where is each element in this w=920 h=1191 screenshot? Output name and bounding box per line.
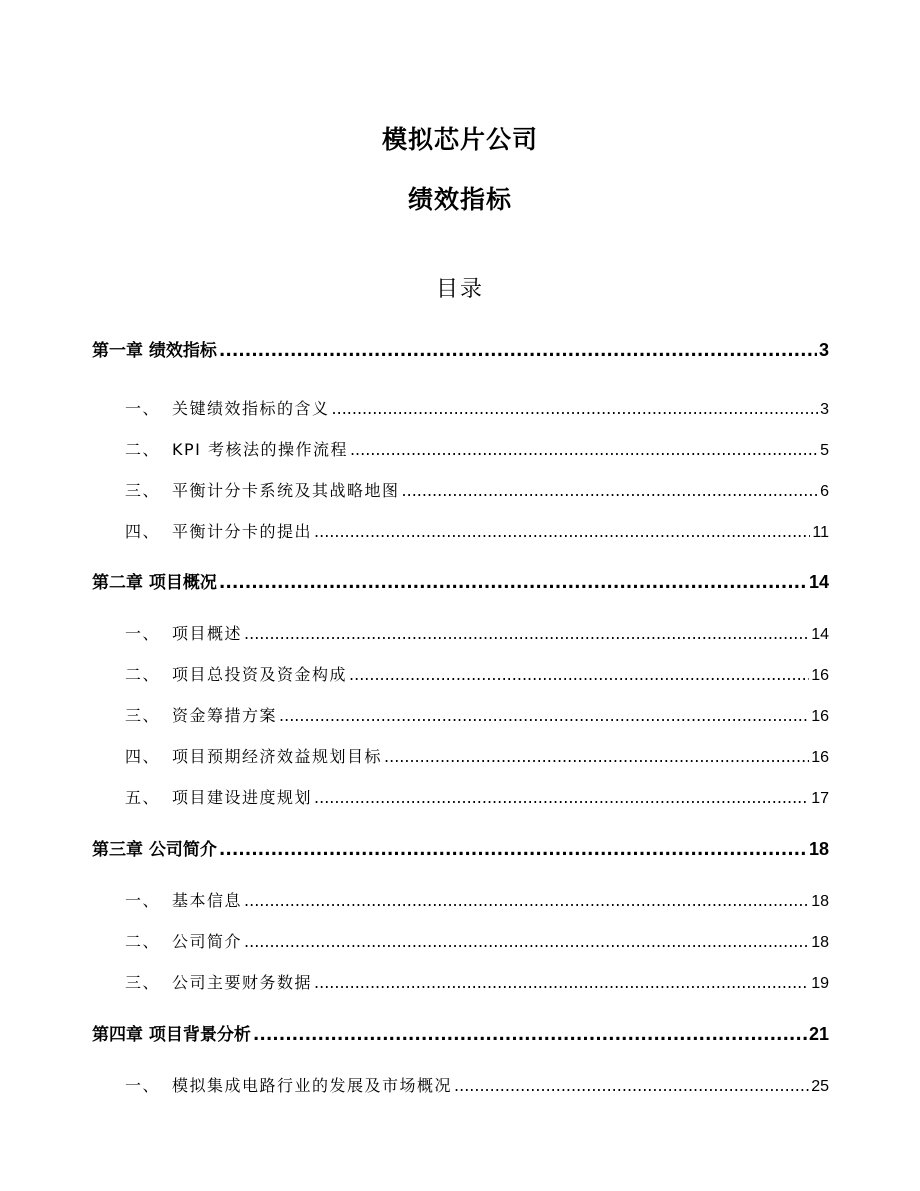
toc-leader-dots bbox=[384, 747, 809, 766]
toc-section-3-3[interactable] bbox=[92, 970, 829, 996]
toc-section-4-1[interactable] bbox=[92, 1073, 829, 1099]
toc-page-number: 25 bbox=[811, 1078, 829, 1095]
toc-page-number: 11 bbox=[812, 524, 829, 541]
toc-leader-dots bbox=[219, 573, 807, 593]
toc-entry-label bbox=[92, 478, 400, 501]
toc-section-2-5[interactable] bbox=[92, 785, 829, 811]
toc-section-title: 基本信息 bbox=[172, 891, 243, 910]
toc-leader-dots bbox=[279, 706, 809, 725]
toc-section-number: 一、 bbox=[125, 399, 161, 418]
toc-page-number: 18 bbox=[811, 934, 829, 951]
toc-leader-dots bbox=[219, 840, 807, 860]
toc-page-number: 16 bbox=[811, 749, 829, 766]
toc-page-number: 16 bbox=[811, 708, 829, 725]
toc-page-number: 14 bbox=[811, 626, 829, 643]
toc-section-number: 二、 bbox=[125, 440, 161, 459]
toc-page-number: 19 bbox=[811, 975, 829, 992]
toc-section-2-4[interactable] bbox=[92, 744, 829, 770]
toc-page-number: 3 bbox=[818, 340, 829, 360]
toc-page-number: 16 bbox=[811, 667, 829, 684]
toc-entry-label bbox=[92, 744, 382, 767]
toc-section-title: 平衡计分卡系统及其战略地图 bbox=[172, 481, 400, 500]
toc-entry-label: 第一章 绩效指标 bbox=[92, 341, 217, 361]
toc-section-number: 四、 bbox=[125, 522, 161, 541]
toc-entry-label: 第三章 公司简介 bbox=[92, 840, 217, 860]
toc-section-1-3[interactable] bbox=[92, 478, 829, 504]
toc-entry-label bbox=[92, 703, 277, 726]
toc-entry-label bbox=[92, 929, 242, 952]
toc-section-3-2[interactable] bbox=[92, 929, 829, 955]
toc-section-title: 公司简介 bbox=[172, 932, 243, 951]
toc-section-title: 平衡计分卡的提出 bbox=[172, 522, 313, 541]
toc-section-2-3[interactable] bbox=[92, 703, 829, 729]
toc-page-number: 18 bbox=[808, 839, 829, 859]
toc-chapter-3[interactable] bbox=[92, 835, 829, 861]
toc-section-1-2[interactable] bbox=[92, 437, 829, 463]
toc-section-title: 公司主要财务数据 bbox=[172, 973, 313, 992]
toc-section-number: 五、 bbox=[125, 788, 161, 807]
toc-page-number: 6 bbox=[820, 483, 829, 500]
toc-entry-label: 第二章 项目概况 bbox=[92, 573, 217, 593]
toc-page-number: 3 bbox=[820, 401, 829, 418]
toc-leader-dots bbox=[219, 341, 817, 361]
toc-leader-dots bbox=[350, 440, 818, 459]
toc-entry-label bbox=[92, 621, 242, 644]
toc-entry-label bbox=[92, 888, 242, 911]
toc-page-number: 5 bbox=[820, 442, 829, 459]
toc-section-title: 资金筹措方案 bbox=[172, 706, 278, 725]
toc-leader-dots bbox=[314, 788, 809, 807]
toc-chapter-4[interactable] bbox=[92, 1020, 829, 1046]
toc-section-number: 四、 bbox=[125, 747, 161, 766]
toc-leader-dots bbox=[349, 665, 809, 684]
toc-entry-label bbox=[92, 662, 347, 685]
toc-leader-dots bbox=[244, 891, 809, 910]
toc-section-title: 项目建设进度规划 bbox=[172, 788, 313, 807]
toc-section-2-2[interactable] bbox=[92, 662, 829, 688]
toc-section-title: KPI 考核法的操作流程 bbox=[172, 440, 348, 459]
toc-chapter-2[interactable] bbox=[92, 568, 829, 594]
toc-leader-dots bbox=[454, 1076, 809, 1095]
toc-chapter-1[interactable] bbox=[92, 336, 829, 362]
toc-section-1-4[interactable] bbox=[92, 519, 829, 545]
toc-entry-label bbox=[92, 519, 312, 542]
toc-section-number: 三、 bbox=[125, 481, 161, 500]
toc-section-number: 一、 bbox=[125, 624, 161, 643]
toc-section-2-1[interactable] bbox=[92, 621, 829, 647]
toc-section-title: 模拟集成电路行业的发展及市场概况 bbox=[172, 1076, 453, 1095]
toc-leader-dots bbox=[244, 932, 809, 951]
toc-entry-label: 第四章 项目背景分析 bbox=[92, 1025, 251, 1045]
toc-page-number: 21 bbox=[808, 1024, 829, 1044]
toc-entry-label bbox=[92, 1073, 452, 1096]
toc-page-number: 14 bbox=[808, 572, 829, 592]
toc-section-number: 一、 bbox=[125, 891, 161, 910]
toc-entry-label bbox=[92, 785, 312, 808]
document-subtitle: 绩效指标 bbox=[407, 185, 512, 214]
toc-page-number: 17 bbox=[811, 790, 829, 807]
toc-entry-label bbox=[92, 396, 330, 419]
toc-section-title: 项目概述 bbox=[172, 624, 243, 643]
document-company-title: 模拟芯片公司 bbox=[381, 125, 538, 154]
toc-section-number: 一、 bbox=[125, 1076, 161, 1095]
toc-page-number: 18 bbox=[811, 893, 829, 910]
toc-section-title: 项目总投资及资金构成 bbox=[172, 665, 348, 684]
toc-leader-dots bbox=[244, 624, 809, 643]
toc-entry-label bbox=[92, 970, 312, 993]
toc-section-title: 关键绩效指标的含义 bbox=[172, 399, 330, 418]
toc-leader-dots bbox=[253, 1025, 807, 1045]
toc-entry-label bbox=[92, 437, 348, 460]
toc-section-3-1[interactable] bbox=[92, 888, 829, 914]
toc-leader-dots bbox=[332, 399, 819, 418]
toc-leader-dots bbox=[314, 522, 810, 541]
toc-section-number: 三、 bbox=[125, 973, 161, 992]
toc-leader-dots bbox=[314, 973, 809, 992]
toc-section-title: 项目预期经济效益规划目标 bbox=[172, 747, 383, 766]
toc-section-number: 二、 bbox=[125, 932, 161, 951]
toc-heading: 目录 bbox=[435, 277, 484, 302]
toc-leader-dots bbox=[402, 481, 819, 500]
toc-section-1-1[interactable] bbox=[92, 396, 829, 422]
toc-section-number: 三、 bbox=[125, 706, 161, 725]
toc-section-number: 二、 bbox=[125, 665, 161, 684]
